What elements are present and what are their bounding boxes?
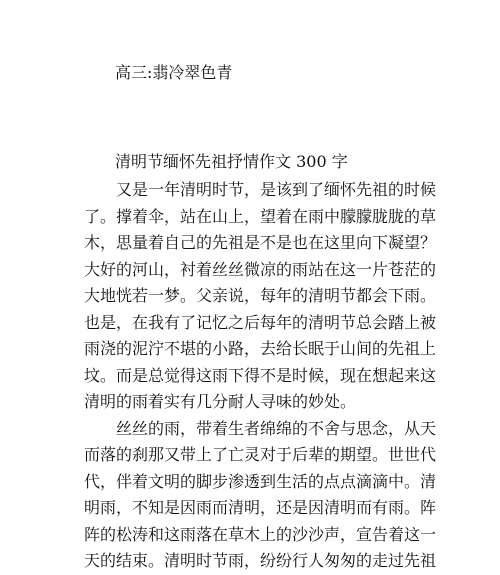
paragraph-line: 阵的松涛和这雨落在草木上的沙沙声，宣告着这一 <box>84 524 437 544</box>
paragraph-line: 清明的雨着实有几分耐人寻味的妙处。 <box>84 392 357 411</box>
paragraph-line: 坟。而是总觉得这雨下得不是时候，现在想起来这 <box>84 365 437 385</box>
essay-title: 清明节缅怀先祖抒情作文 300 字 <box>115 152 348 171</box>
paragraph-line: 丝丝的雨，带着生者绵绵的不舍与思念，从天 <box>116 418 437 438</box>
paragraph-line: 又是一年清明时节，是该到了缅怀先祖的时候 <box>116 180 437 199</box>
paragraph-line: 天的结束。清明时节雨，纷纷行人匆匆的走过先祖 <box>84 551 437 570</box>
paragraph-line: 了。撑着伞，站在山上，望着在雨中朦朦胧胧的草 <box>84 206 437 226</box>
paragraph-line: 木，思量着自己的先祖是不是也在这里向下凝望？ <box>84 233 437 252</box>
paragraph-line: 代，伴着文明的脚步渗透到生活的点点滴滴中。清 <box>84 471 437 491</box>
paragraph-line: 雨浇的泥泞不堪的小路，去给长眠于山间的先祖上 <box>84 339 437 358</box>
paragraph-line: 而落的刹那又带上了亡灵对于后辈的期望。世世代 <box>84 445 437 464</box>
document-heading: 高三:翡冷翠色青 <box>115 63 233 82</box>
paragraph-line: 大好的河山，衬着丝丝微凉的雨站在这一片苍茫的 <box>84 259 437 279</box>
paragraph-line: 明雨，不知是因雨而清明，还是因清明而有雨。阵 <box>84 498 437 517</box>
paragraph-line: 也是，在我有了记忆之后每年的清明节总会踏上被 <box>84 312 437 332</box>
essay-body <box>84 177 437 575</box>
paragraph-line: 大地恍若一梦。父亲说，每年的清明节都会下雨。 <box>84 286 437 305</box>
